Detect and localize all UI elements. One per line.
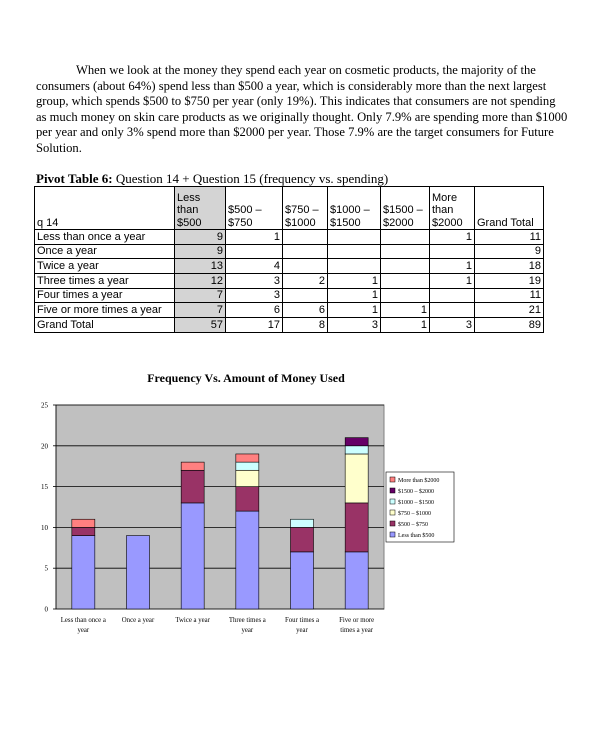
bar-segment	[291, 519, 314, 527]
pivot-cell: 9	[475, 244, 544, 259]
pivot-column-header: $500 – $750	[226, 187, 283, 230]
pivot-cell: 8	[283, 318, 328, 333]
pivot-cell: 1	[226, 230, 283, 245]
pivot-column-header: More than $2000	[430, 187, 475, 230]
pivot-row	[35, 230, 544, 245]
legend-swatch	[390, 477, 395, 482]
pivot-cell	[226, 244, 283, 259]
pivot-cell	[381, 259, 430, 274]
pivot-cell	[283, 230, 328, 245]
x-tick-label: Once a year	[121, 617, 155, 624]
pivot-cell: 57	[175, 318, 226, 333]
bar-segment	[181, 503, 204, 609]
bar-segment	[72, 536, 95, 609]
pivot-cell	[381, 274, 430, 289]
pivot-cell: 3	[226, 288, 283, 303]
y-tick-label: 0	[44, 605, 48, 614]
bar-segment	[345, 503, 368, 552]
pivot-column-header: $1500 – $2000	[381, 187, 430, 230]
legend-label: $750 – $1000	[398, 511, 431, 517]
legend-swatch	[390, 521, 395, 526]
x-tick-label: Twice a year	[175, 617, 210, 624]
legend-label: More than $2000	[398, 478, 440, 484]
chart-title: Frequency Vs. Amount of Money Used	[147, 371, 345, 385]
pivot-cell: 21	[475, 303, 544, 318]
x-tick-label: year	[241, 627, 254, 634]
bar-segment	[236, 462, 259, 470]
bar-segment	[291, 552, 314, 609]
pivot-cell	[328, 230, 381, 245]
bar-segment	[72, 527, 95, 535]
legend-swatch	[390, 499, 395, 504]
pivot-cell	[430, 288, 475, 303]
pivot-cell	[283, 288, 328, 303]
pivot-cell: 18	[475, 259, 544, 274]
pivot-row	[35, 318, 544, 333]
pivot-column-header: Less than $500	[175, 187, 226, 230]
legend-swatch	[390, 510, 395, 515]
pivot-cell: 2	[283, 274, 328, 289]
legend-swatch	[390, 532, 395, 537]
y-tick-label: 5	[44, 564, 48, 573]
pivot-cell: 17	[226, 318, 283, 333]
bar-segment	[345, 446, 368, 454]
x-tick-label: year	[296, 627, 308, 634]
pivot-title-rest: Question 14 + Question 15 (frequency vs. spending)	[112, 171, 389, 186]
x-tick-label: Four times a	[285, 617, 319, 624]
pivot-cell	[430, 244, 475, 259]
pivot-row-label: Five or more times a year	[35, 303, 175, 318]
pivot-cell: 1	[328, 303, 381, 318]
pivot-cell	[283, 259, 328, 274]
pivot-row-label: Four times a year	[35, 288, 175, 303]
bar-segment	[181, 462, 204, 470]
bar-segment	[345, 552, 368, 609]
pivot-cell: 7	[175, 303, 226, 318]
bar-segment	[236, 454, 259, 462]
legend-swatch	[390, 488, 395, 493]
bar-segment	[236, 487, 259, 511]
y-tick-label: 25	[41, 401, 48, 410]
pivot-cell	[328, 259, 381, 274]
pivot-column-header: $750 – $1000	[283, 187, 328, 230]
pivot-column-header: $1000 – $1500	[328, 187, 381, 230]
stacked-bar-chart	[0, 360, 600, 660]
pivot-cell: 1	[381, 303, 430, 318]
pivot-cell: 11	[475, 288, 544, 303]
x-tick-label: times a year	[340, 627, 374, 634]
pivot-cell: 11	[475, 230, 544, 245]
plot-area	[56, 405, 384, 609]
x-tick-label: year	[77, 627, 90, 634]
pivot-cell: 1	[381, 318, 430, 333]
bar-segment	[127, 536, 150, 609]
x-tick-label: Less than once a	[60, 617, 106, 624]
pivot-column-header: Grand Total	[475, 187, 544, 230]
pivot-cell: 12	[175, 274, 226, 289]
pivot-cell: 6	[283, 303, 328, 318]
pivot-row-label: Grand Total	[35, 318, 175, 333]
bar-segment	[236, 511, 259, 609]
bar-segment	[345, 454, 368, 503]
pivot-cell	[381, 288, 430, 303]
pivot-row	[35, 274, 544, 289]
pivot-cell	[381, 230, 430, 245]
pivot-row-label: Twice a year	[35, 259, 175, 274]
pivot-cell: 1	[430, 274, 475, 289]
pivot-cell: 6	[226, 303, 283, 318]
pivot-cell: 1	[430, 259, 475, 274]
pivot-cell	[283, 244, 328, 259]
body-paragraph: When we look at the money they spend each year on cosmetic products, the majority of the consumers (about 64%) spend less than $500 a year, which is considerably more than the next largest group, which spends $500 to $750 per year (only 19%). This indicates that consumers are not spending as much money on skin care products as we originally thought. Only 7.9% are spending more than $1000 per year and only 3% spend more than $2000 per year. Those 7.9% are the target consumers for Future Solution.	[36, 63, 568, 155]
legend-label: Less than $500	[398, 533, 435, 539]
pivot-cell: 13	[175, 259, 226, 274]
legend-label: $1000 – $1500	[398, 500, 434, 506]
y-tick-label: 10	[41, 523, 48, 532]
pivot-cell: 4	[226, 259, 283, 274]
pivot-cell: 9	[175, 244, 226, 259]
bar-segment	[291, 527, 314, 551]
x-tick-label: Five or more	[339, 617, 375, 624]
pivot-row-label: Once a year	[35, 244, 175, 259]
legend-label: $1500 – $2000	[398, 489, 434, 495]
pivot-cell: 3	[430, 318, 475, 333]
y-tick-label: 20	[41, 442, 48, 451]
bar-segment	[72, 519, 95, 527]
pivot-row-header: q 14	[35, 187, 175, 230]
pivot-title-bold: Pivot Table 6:	[36, 171, 113, 186]
x-tick-label: Three times a	[228, 617, 266, 624]
pivot-cell: 1	[430, 230, 475, 245]
pivot-cell: 1	[328, 274, 381, 289]
pivot-cell: 3	[226, 274, 283, 289]
pivot-row-label: Less than once a year	[35, 230, 175, 245]
y-tick-label: 15	[41, 483, 48, 492]
pivot-cell: 3	[328, 318, 381, 333]
bar-segment	[236, 470, 259, 486]
pivot-cell: 9	[175, 230, 226, 245]
pivot-cell	[381, 244, 430, 259]
pivot-table-title	[36, 171, 388, 187]
pivot-row	[35, 259, 544, 274]
pivot-row-label: Three times a year	[35, 274, 175, 289]
pivot-table	[34, 186, 544, 333]
pivot-cell: 1	[328, 288, 381, 303]
pivot-row	[35, 303, 544, 318]
bar-segment	[181, 470, 204, 503]
pivot-cell	[430, 303, 475, 318]
bar-segment	[345, 438, 368, 446]
legend-label: $500 – $750	[398, 522, 428, 528]
pivot-cell: 89	[475, 318, 544, 333]
pivot-row	[35, 244, 544, 259]
pivot-cell: 19	[475, 274, 544, 289]
pivot-cell: 7	[175, 288, 226, 303]
pivot-cell	[328, 244, 381, 259]
pivot-row	[35, 288, 544, 303]
